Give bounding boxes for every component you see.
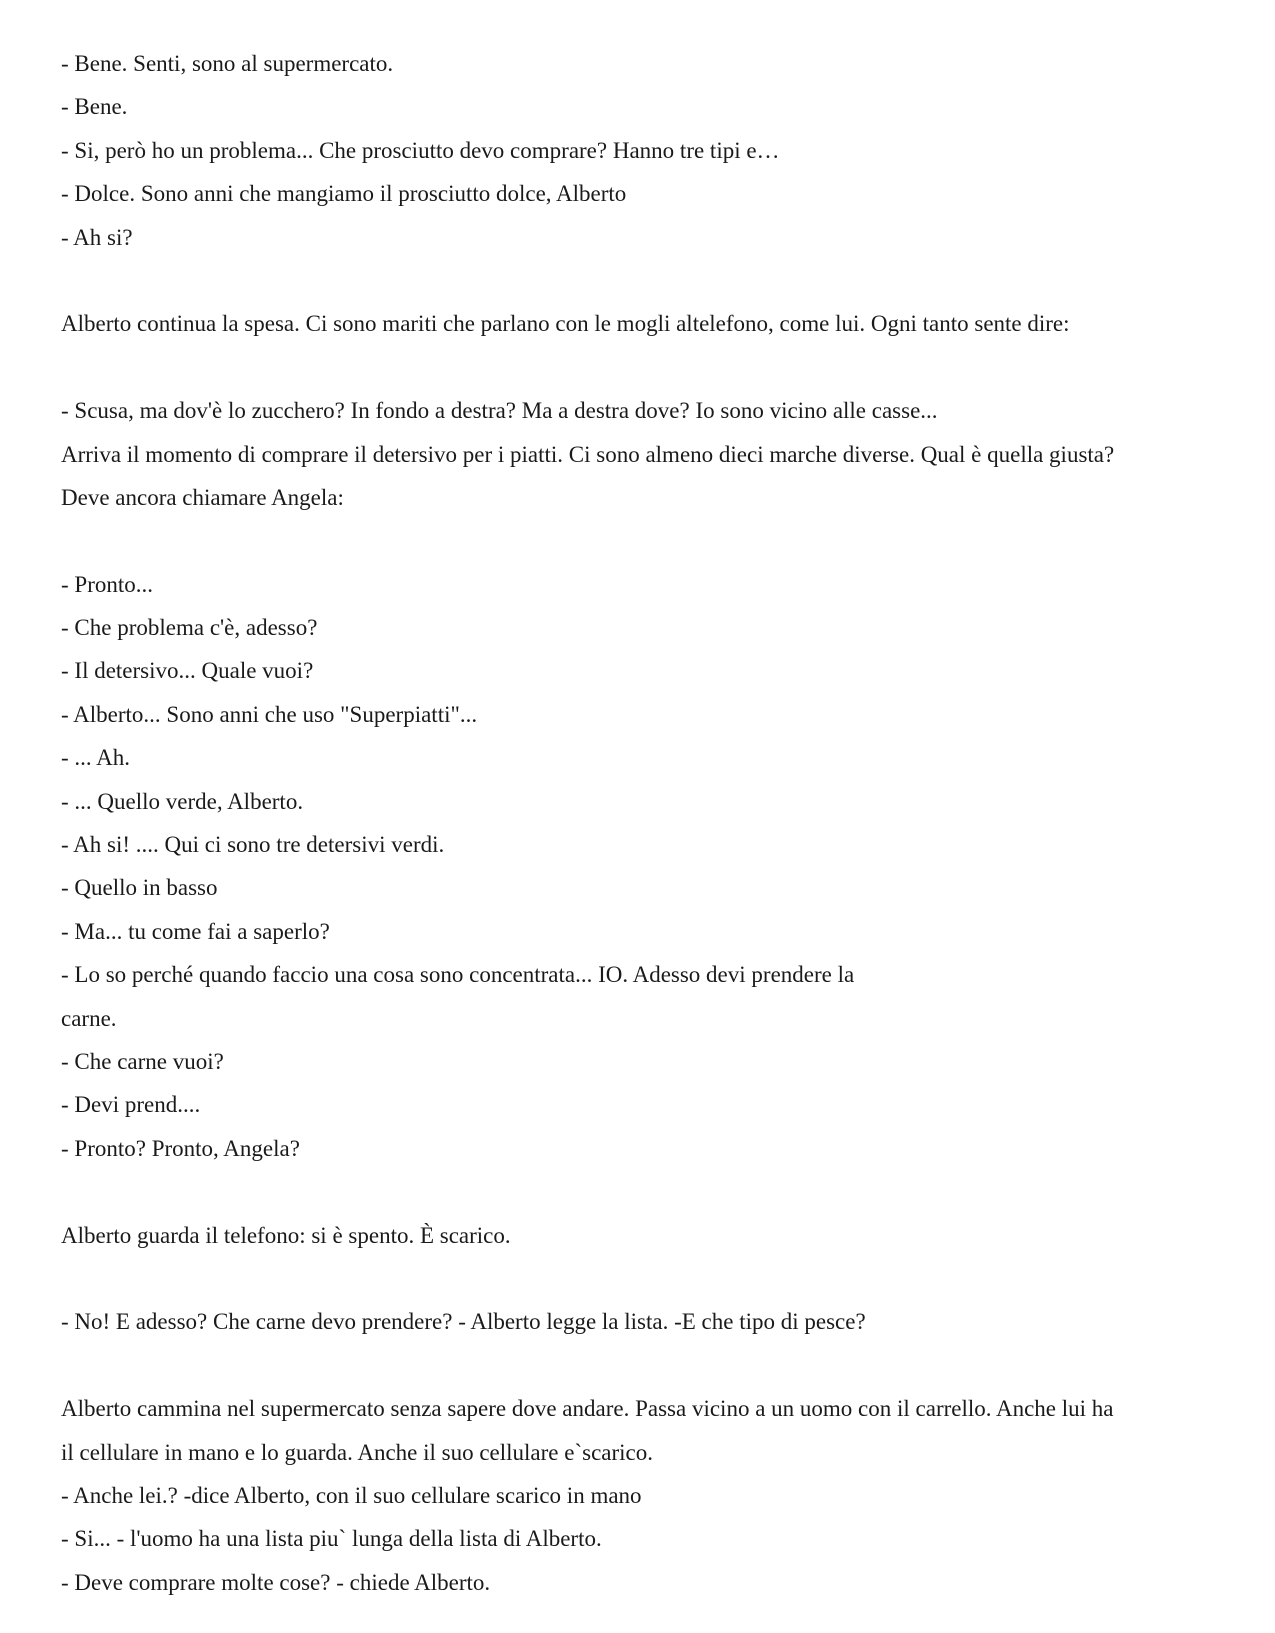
- text-line: Arriva il momento di comprare il detersivo per i piatti. Ci sono almeno dieci marche diverse. Qual è quella giusta?: [61, 441, 1115, 467]
- blank-line: [61, 1344, 1241, 1387]
- text-line: - Che problema c'è, adesso?: [61, 615, 318, 641]
- text-line: - Pronto? Pronto, Angela?: [61, 1135, 300, 1161]
- blank-line: [61, 259, 1241, 302]
- text-line: Deve ancora chiamare Angela:: [61, 484, 344, 510]
- text-line: - Devi prend....: [61, 1092, 201, 1118]
- text-line: - Bene.: [61, 94, 128, 120]
- text-line: - Il detersivo... Quale vuoi?: [61, 658, 314, 684]
- text-line: Alberto cammina nel supermercato senza sapere dove andare. Passa vicino a un uomo con il carrello. Anche lui ha: [61, 1396, 1114, 1422]
- text-line: - Ma... tu come fai a saperlo?: [61, 918, 330, 944]
- text-line: - Lo so perché quando faccio una cosa sono concentrata... IO. Adesso devi prendere la: [61, 962, 855, 988]
- blank-line: [61, 519, 1241, 562]
- document-text: [61, 42, 1241, 1604]
- blank-line: [61, 1170, 1241, 1213]
- text-line: - No! E adesso? Che carne devo prendere? - Alberto legge la lista. -E che tipo di pesce?: [61, 1309, 866, 1335]
- text-line: - Deve comprare molte cose? - chiede Alberto.: [61, 1569, 491, 1595]
- text-line: Alberto guarda il telefono: si è spento. È scarico.: [61, 1222, 511, 1248]
- text-line: - Si... - l'uomo ha una lista piu` lunga della lista di Alberto.: [61, 1526, 602, 1552]
- text-line: - Dolce. Sono anni che mangiamo il prosciutto dolce, Alberto: [61, 181, 627, 207]
- blank-line: [61, 1257, 1241, 1300]
- text-line: - Ah si?: [61, 224, 133, 250]
- text-line: - Anche lei.? -dice Alberto, con il suo cellulare scarico in mano: [61, 1482, 642, 1508]
- text-line: - Alberto... Sono anni che uso "Superpiatti"...: [61, 701, 478, 727]
- text-line: - Quello in basso: [61, 875, 218, 901]
- text-line: il cellulare in mano e lo guarda. Anche il suo cellulare e`scarico.: [61, 1439, 654, 1465]
- blank-line: [61, 346, 1241, 389]
- text-line: - ... Quello verde, Alberto.: [61, 788, 304, 814]
- text-line: - Scusa, ma dov'è lo zucchero? In fondo a destra? Ma a destra dove? Io sono vicino alle casse...: [61, 398, 938, 424]
- text-line: - Bene. Senti, sono al supermercato.: [61, 51, 394, 76]
- text-line: - Pronto...: [61, 571, 153, 597]
- text-line: - Che carne vuoi?: [61, 1048, 224, 1074]
- text-line: - Ah si! .... Qui ci sono tre detersivi verdi.: [61, 832, 445, 858]
- text-line: - ... Ah.: [61, 745, 130, 771]
- text-line: Alberto continua la spesa. Ci sono mariti che parlano con le mogli altelefono, come lui. Ogni tanto sente dire:: [61, 311, 1070, 337]
- text-line: - Si, però ho un problema... Che prosciutto devo comprare? Hanno tre tipi e…: [61, 137, 780, 163]
- text-line: carne.: [61, 1005, 117, 1031]
